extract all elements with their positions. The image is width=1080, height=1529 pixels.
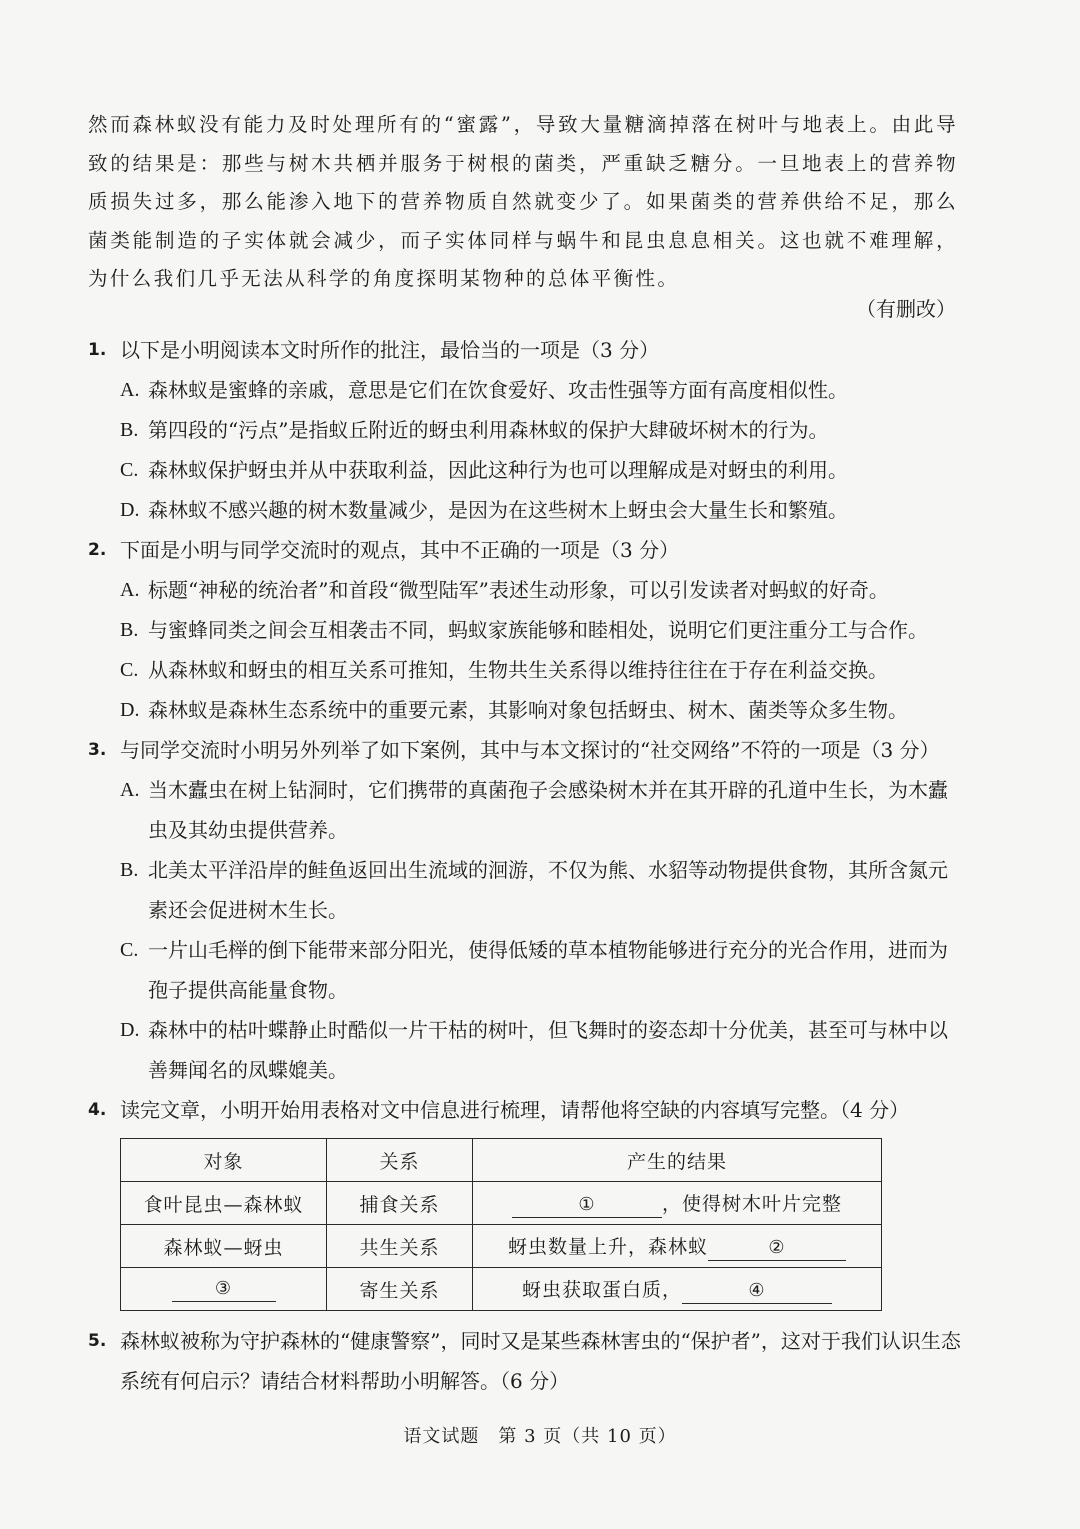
question-number: 2. [88, 540, 107, 560]
option-letter: C. [120, 459, 139, 481]
answer-blank-3[interactable]: ③ [172, 1277, 276, 1302]
option-text: 森林蚁是蜜蜂的亲戚，意思是它们在饮食爱好、攻击性强等方面有高度相似性。 [148, 378, 848, 402]
page-footer: 语文试题 第 3 页（共 10 页） [403, 1426, 677, 1447]
cell-result [473, 1268, 882, 1311]
cell-relation: 寄生关系 [327, 1268, 473, 1311]
answer-blank-1[interactable]: ① [512, 1193, 662, 1218]
header-relation: 关系 [327, 1139, 473, 1182]
option-c [120, 450, 963, 490]
table-row [121, 1268, 882, 1311]
option-letter: B. [120, 619, 139, 641]
option-letter: C. [120, 939, 139, 961]
option-text: 当木蠹虫在树上钻洞时，它们携带的真菌孢子会感染树木并在其开辟的孔道中生长，为木蠹虫及其幼虫提供营养。 [148, 778, 948, 842]
question-number: 5. [88, 1331, 107, 1351]
option-a [120, 370, 963, 410]
cell-relation: 共生关系 [327, 1225, 473, 1268]
option-text: 森林蚁保护蚜虫并从中获取利益，因此这种行为也可以理解成是对蚜虫的利用。 [148, 458, 848, 482]
option-d [120, 490, 963, 530]
option-b [120, 610, 963, 650]
option-text: 与蜜蜂同类之间会互相袭击不同，蚂蚁家族能够和睦相处，说明它们更注重分工与合作。 [148, 618, 928, 642]
option-letter: A. [120, 579, 140, 601]
option-a [120, 770, 963, 850]
cell-relation: 捕食关系 [327, 1182, 473, 1225]
question-5 [88, 1321, 963, 1401]
header-result: 产生的结果 [473, 1139, 882, 1182]
header-object: 对象 [121, 1139, 327, 1182]
question-2 [88, 530, 963, 570]
info-table [120, 1138, 882, 1311]
result-text: 蚜虫数量上升，森林蚁 [507, 1235, 708, 1258]
option-b [120, 850, 963, 930]
option-text: 森林中的枯叶蝶静止时酷似一片干枯的树叶，但飞舞时的姿态却十分优美，甚至可与林中以善舞闻名的凤蝶媲美。 [148, 1018, 948, 1082]
option-c [120, 930, 963, 1010]
question-stem: 森林蚁被称为守护森林的“健康警察”，同时又是某些森林害虫的“保护者”，这对于我们认识生态系统有何启示？请结合材料帮助小明解答。（6 分） [120, 1329, 961, 1393]
result-text: 蚜虫获取蛋白质， [521, 1278, 682, 1301]
cell-object [121, 1268, 327, 1311]
option-text: 从森林蚁和蚜虫的相互关系可推知，生物共生关系得以维持往往在于存在利益交换。 [148, 658, 888, 682]
table-row [121, 1225, 882, 1268]
option-letter: D. [120, 499, 140, 521]
option-letter: D. [120, 699, 140, 721]
source-note: （有删改） [856, 297, 956, 321]
option-text: 标题“神秘的统治者”和首段“微型陆军”表述生动形象，可以引发读者对蚂蚁的好奇。 [148, 578, 889, 602]
info-table-wrap [120, 1138, 963, 1311]
option-text: 第四段的“污点”是指蚁丘附近的蚜虫利用森林蚁的保护大肆破坏树木的行为。 [148, 418, 829, 442]
option-text: 一片山毛榉的倒下能带来部分阳光，使得低矮的草本植物能够进行充分的光合作用，进而为孢子提供高能量食物。 [148, 938, 948, 1002]
answer-blank-2[interactable]: ② [708, 1236, 846, 1261]
option-a [120, 570, 963, 610]
table-row [121, 1182, 882, 1225]
answer-blank-4[interactable]: ④ [682, 1279, 832, 1304]
question-number: 1. [88, 340, 107, 360]
option-letter: B. [120, 419, 139, 441]
option-letter: C. [120, 659, 139, 681]
question-4 [88, 1090, 963, 1130]
question-3 [88, 730, 963, 770]
option-letter: D. [120, 1019, 140, 1041]
question-stem: 读完文章，小明开始用表格对文中信息进行梳理，请帮他将空缺的内容填写完整。（4 分） [120, 1098, 910, 1122]
cell-object: 森林蚁—蚜虫 [121, 1225, 327, 1268]
option-d [120, 1010, 963, 1090]
option-letter: A. [120, 379, 140, 401]
questions [88, 330, 963, 1401]
option-text: 森林蚁不感兴趣的树木数量减少，是因为在这些树木上蚜虫会大量生长和繁殖。 [148, 498, 848, 522]
question-stem: 以下是小明阅读本文时所作的批注，最恰当的一项是（3 分） [120, 338, 660, 362]
option-letter: B. [120, 859, 139, 881]
cell-result [473, 1225, 882, 1268]
option-letter: A. [120, 779, 140, 801]
cell-result [473, 1182, 882, 1225]
question-stem: 与同学交流时小明另外列举了如下案例，其中与本文探讨的“社交网络”不符的一项是（3 分） [120, 738, 940, 762]
option-text: 北美太平洋沿岸的鲑鱼返回出生流域的洄游，不仅为熊、水貂等动物提供食物，其所含氮元素还会促进树木生长。 [148, 858, 948, 922]
table-header-row [121, 1139, 882, 1182]
question-1 [88, 330, 963, 370]
result-text: ，使得树木叶片完整 [661, 1192, 842, 1215]
option-text: 森林蚁是森林生态系统中的重要元素，其影响对象包括蚜虫、树木、菌类等众多生物。 [148, 698, 908, 722]
reading-passage-end: 然而森林蚁没有能力及时处理所有的“蜜露”，导致大量糖滴掉落在树叶与地表上。由此导致的结果是：那些与树木共栖并服务于树根的菌类，严重缺乏糖分。一旦地表上的营养物质损失过多，那么能渗入地下的营养物质自然就变少了。如果菌类的营养供给不足，那么菌类能制造的子实体就会减少，而子实体同样与蜗牛和昆虫息息相关。这也就不难理解，为什么我们几乎无法从科学的角度探明某物种的总体平衡性。 [88, 113, 958, 290]
question-stem: 下面是小明与同学交流时的观点，其中不正确的一项是（3 分） [120, 538, 680, 562]
question-number: 3. [88, 740, 107, 760]
option-d [120, 690, 963, 730]
cell-object: 食叶昆虫—森林蚁 [121, 1182, 327, 1225]
option-c [120, 650, 963, 690]
question-number: 4. [88, 1100, 107, 1120]
option-b [120, 410, 963, 450]
